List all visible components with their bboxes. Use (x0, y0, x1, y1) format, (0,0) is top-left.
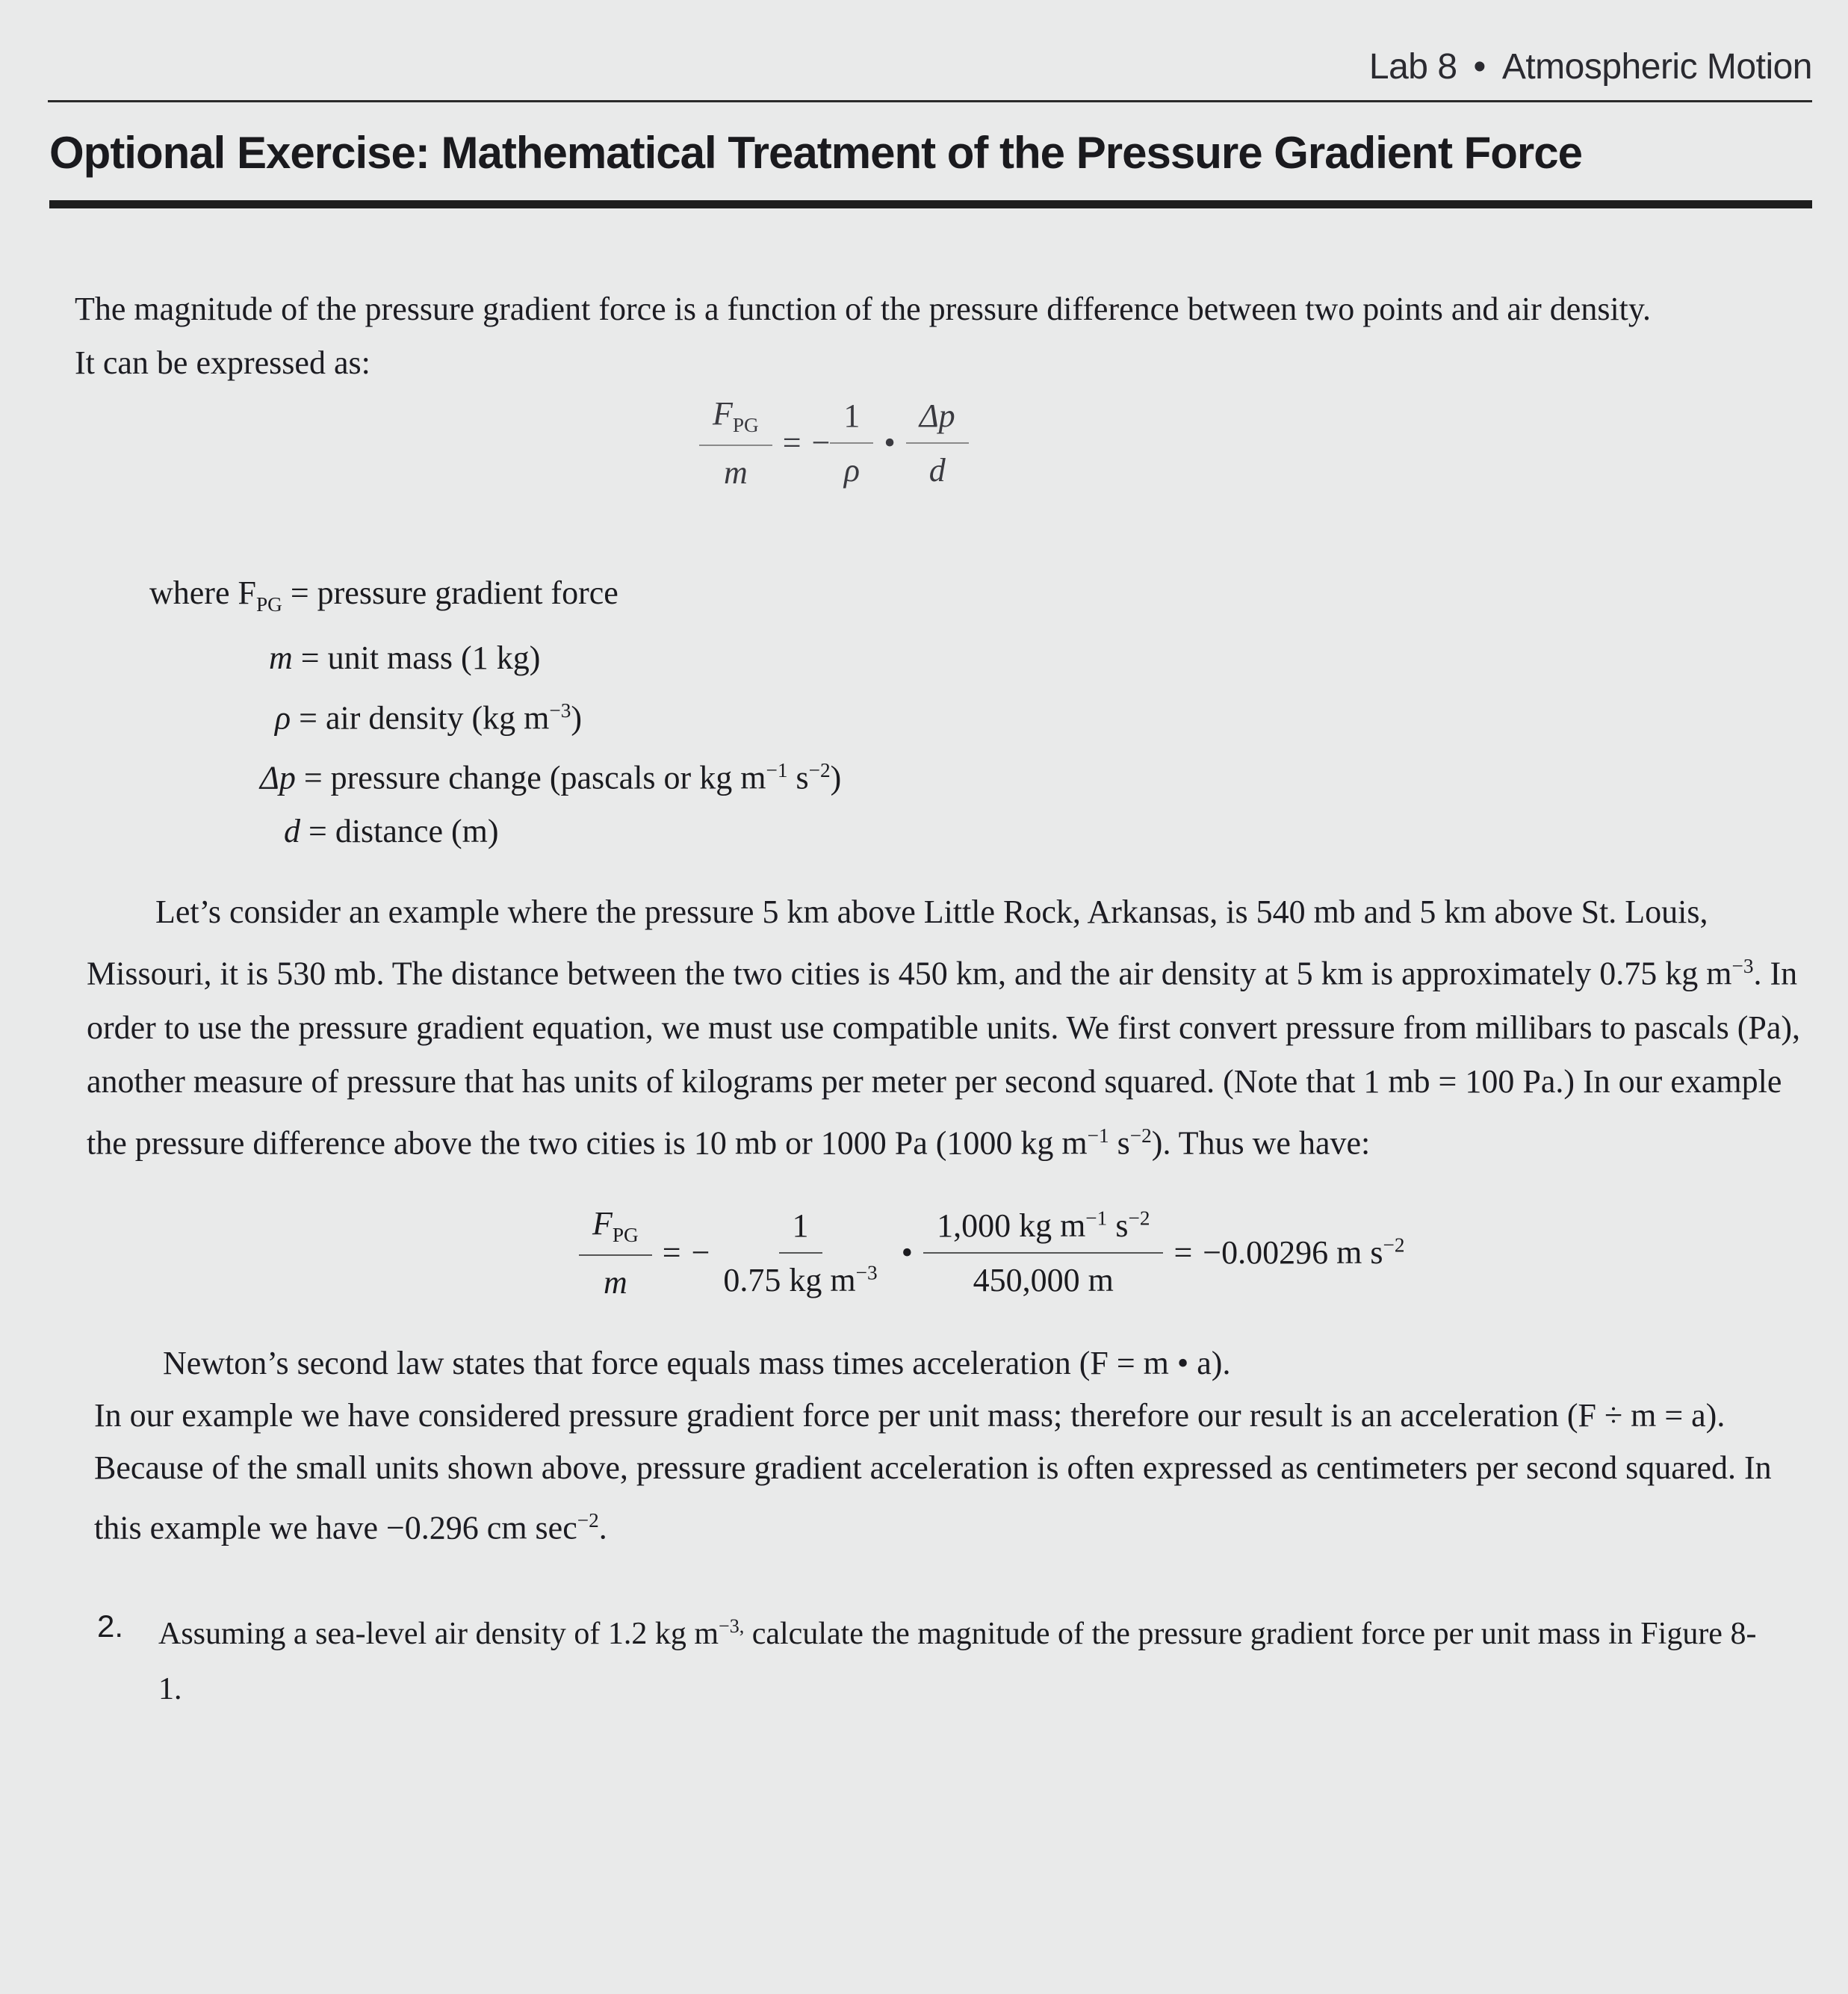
minus-sign: − (811, 424, 831, 462)
pressure-over-distance-fraction: $\frac{1,000 kg m^{-1} s^{-2}}{450,000 m}$ (923, 1207, 1163, 1299)
lab-topic: Atmospheric Motion (1501, 47, 1812, 87)
definition-rho: ρ = air density (kg $m^{-3}$) (275, 699, 582, 737)
result-value: −0.00296 m $s^{-2}$ (1203, 1233, 1405, 1272)
running-head (1369, 46, 1812, 87)
intro-line-2: It can be expressed as: (75, 344, 370, 381)
definition-d: d = distance (m) (284, 813, 499, 850)
section-title-rule (49, 200, 1812, 208)
definition-fpg: where $F_{PG}$ = pressure gradient force (149, 575, 618, 616)
lab-number: Lab 8 (1368, 47, 1457, 87)
newton-law-line: Newton’s second law states that force equals mass times acceleration (F = m • a). (163, 1345, 1231, 1381)
intro-line-1: The magnitude of the pressure gradient force is a function of the pressure difference between two points and air density. (75, 291, 1652, 327)
definition-delta-p: Δp = pressure change (pascals or kg $m^{-1}$ $s^{-2}$) (260, 759, 842, 797)
equals-sign: = (662, 1234, 681, 1272)
equals-sign: = (782, 424, 801, 462)
one-over-rho-fraction: $\frac{1}{\rho}$ (830, 397, 873, 489)
delta-p-over-d-fraction: $\frac{\Delta p}{d}$ (906, 397, 969, 489)
one-over-density-fraction: $\frac{1}{0.75 kg m^{-3}}$ (723, 1207, 878, 1298)
header-separator: • (1473, 47, 1486, 87)
multiply-dot: • (884, 424, 896, 462)
question-number: 2. (97, 1608, 124, 1644)
definition-m: m = unit mass (1 kg) (269, 639, 541, 676)
fpg-over-m-fraction: $\frac{F_{PG}}{m}$ (579, 1204, 652, 1301)
header-rule (48, 100, 1812, 102)
fpg-over-m-fraction: $\frac{F_{PG}}{m}$ (699, 394, 772, 492)
newton-paragraph: Newton’s second law states that force equals mass times acceleration (F = m • a). In our example we have considered pressure gradient force per unit mass; therefore our result is an acceleration (F ÷ m = a). Because of the small units shown above, pressure gradient acceleration is often expressed as centimeters per second squared. In this example we have −0.296 cm $\sec^{-2}$. (94, 1337, 1812, 1555)
variable-definitions (149, 566, 841, 858)
example-paragraph: Let’s consider an example where the pressure 5 km above Little Rock, Arkansas, is 540 mb and 5 km above St. Louis, Missouri, it is 530 mb. The distance between the two cities is 450 km, and the air density at 5 km is approximately 0.75 kg $m^{-3}$. In order to use the pressure gradient equation, we must use compatible units. We first convert pressure from millibars to pascals (Pa), another measure of pressure that has units of kilograms per meter per second squared. (Note that 1 mb = 100 Pa.) In our example the pressure difference above the two cities is 10 mb or 1000 Pa (1000 kg $m^{-1}$ $s^{-2}$). Thus we have: (87, 894, 1801, 1162)
minus-sign: − (691, 1234, 710, 1272)
question-text: Assuming a sea-level air density of 1.2 kg $m^{-3,}$ calculate the magnitude of the pressure gradient force per unit mass in Figure 8-1. (158, 1615, 1757, 1706)
equals-sign-result: = (1173, 1234, 1193, 1272)
question-2 (97, 1599, 1763, 1717)
section-title: Optional Exercise: Mathematical Treatment of the Pressure Gradient Force (49, 128, 1582, 178)
intro-paragraph (75, 282, 1808, 390)
multiply-dot: • (901, 1234, 914, 1272)
example-calculation-equation (579, 1204, 1404, 1301)
pressure-gradient-equation (699, 394, 969, 492)
